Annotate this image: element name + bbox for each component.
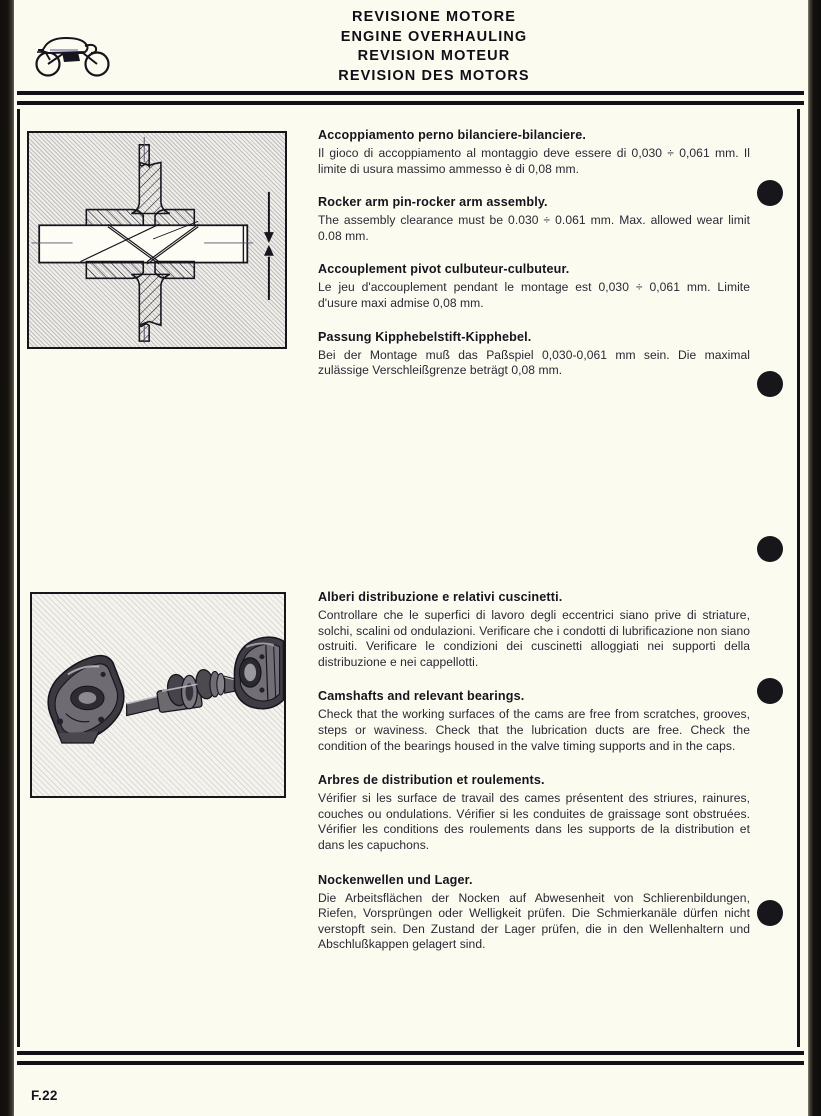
figure-camshaft-and-bearings-exploded-view bbox=[30, 592, 286, 798]
block-body: Il gioco di accoppiamento al montaggio deve essere di 0,030 ÷ 0,061 mm. Il limite di usura massimo ammesso è di 0,08 mm. bbox=[318, 146, 750, 176]
binder-hole bbox=[757, 536, 783, 562]
binder-hole bbox=[757, 371, 783, 397]
block-body: Bei der Montage muß das Paßspiel 0,030-0,061 mm sein. Die maximal zulässige Verschleißgrenze beträgt 0,08 mm. bbox=[318, 347, 750, 378]
footer-rule-upper bbox=[17, 1051, 804, 1055]
text-block-fr bbox=[318, 773, 750, 853]
text-block-en bbox=[318, 195, 750, 244]
footer-rule-lower bbox=[17, 1061, 804, 1065]
block-heading: Nockenwellen und Lager. bbox=[318, 872, 473, 887]
header-rule-lower bbox=[17, 101, 804, 105]
scan-edge-left bbox=[0, 0, 14, 1116]
block-body: Check that the working surfaces of the cams are free from scratches, grooves, steps or waviness. Check that the lubrication ducts are free. Check the condition of the bearings housed in the valve timing supports and in the caps. bbox=[318, 707, 750, 753]
title-line-en: ENGINE OVERHAULING bbox=[340, 28, 528, 45]
binder-hole bbox=[757, 678, 783, 704]
motorcycle-icon bbox=[28, 26, 116, 78]
title-line-de: REVISION DES MOTORS bbox=[338, 67, 530, 84]
block-body: Controllare che le superfici di lavoro degli eccentrici siano prive di striature, solchi, scalini od ondulazioni. Verificare che i condotti di lubrificazione non siano ostruiti. Verificare le condizioni dei cuscinetti alloggiati nei supporti della distribuzione e nei cappellotti. bbox=[318, 608, 750, 669]
binder-hole bbox=[757, 900, 783, 926]
block-heading: Camshafts and relevant bearings. bbox=[318, 689, 525, 704]
block-body: The assembly clearance must be 0.030 ÷ 0.061 mm. Max. allowed wear limit 0.08 mm. bbox=[318, 213, 750, 243]
page-number: F.22 bbox=[31, 1088, 58, 1103]
header-rule-upper bbox=[17, 91, 804, 95]
text-block-de bbox=[318, 330, 750, 379]
figure-rocker-arm-pin-cross-section bbox=[27, 131, 287, 349]
block-heading: Accoppiamento perno bilanciere-bilanciere. bbox=[318, 128, 587, 142]
block-body: Vérifier si les surface de travail des cames présentent des striures, rainures, couches ou ondulations. Vérifier si les conduites de graissage sont obstruées. Vérifier les conditions des roulements dans les supports de la distribution et dans les capuchons. bbox=[318, 791, 750, 852]
text-column-camshafts bbox=[318, 590, 750, 953]
text-block-it bbox=[318, 590, 750, 670]
title-line-it: REVISIONE MOTORE bbox=[352, 9, 516, 25]
text-block-fr bbox=[318, 262, 750, 311]
block-heading: Rocker arm pin-rocker arm assembly. bbox=[318, 195, 548, 210]
title-line-fr: REVISION MOTEUR bbox=[357, 48, 511, 64]
block-heading: Accouplement pivot culbuteur-culbuteur. bbox=[318, 262, 570, 277]
block-heading: Passung Kipphebelstift-Kipphebel. bbox=[318, 329, 532, 344]
page-title bbox=[174, 8, 694, 86]
text-block-de bbox=[318, 873, 750, 953]
scan-edge-right bbox=[808, 0, 821, 1116]
text-block-en bbox=[318, 689, 750, 754]
page-header bbox=[14, 0, 808, 92]
text-block-it bbox=[318, 128, 750, 177]
block-heading: Arbres de distribution et roulements. bbox=[318, 773, 545, 788]
block-heading: Alberi distribuzione e relativi cuscinetti. bbox=[318, 590, 563, 604]
binder-hole bbox=[757, 180, 783, 206]
block-body: Die Arbeitsflächen der Nocken auf Abwesenheit von Schlierenbildungen, Riefen, Vorsprüngen oder Welligkeit prüfen. Die Schmierkanäle dürfen nicht verstopft sein. Den Zustand der Lager prüfen, die in den Wellenhaltern und Abschlußkappen gelagert sind. bbox=[318, 890, 750, 952]
block-body: Le jeu d'accouplement pendant le montage est 0,030 ÷ 0,061 mm. Limite d'usure maxi admise 0,08 mm. bbox=[318, 280, 750, 310]
text-column-rocker-arm bbox=[318, 128, 750, 379]
